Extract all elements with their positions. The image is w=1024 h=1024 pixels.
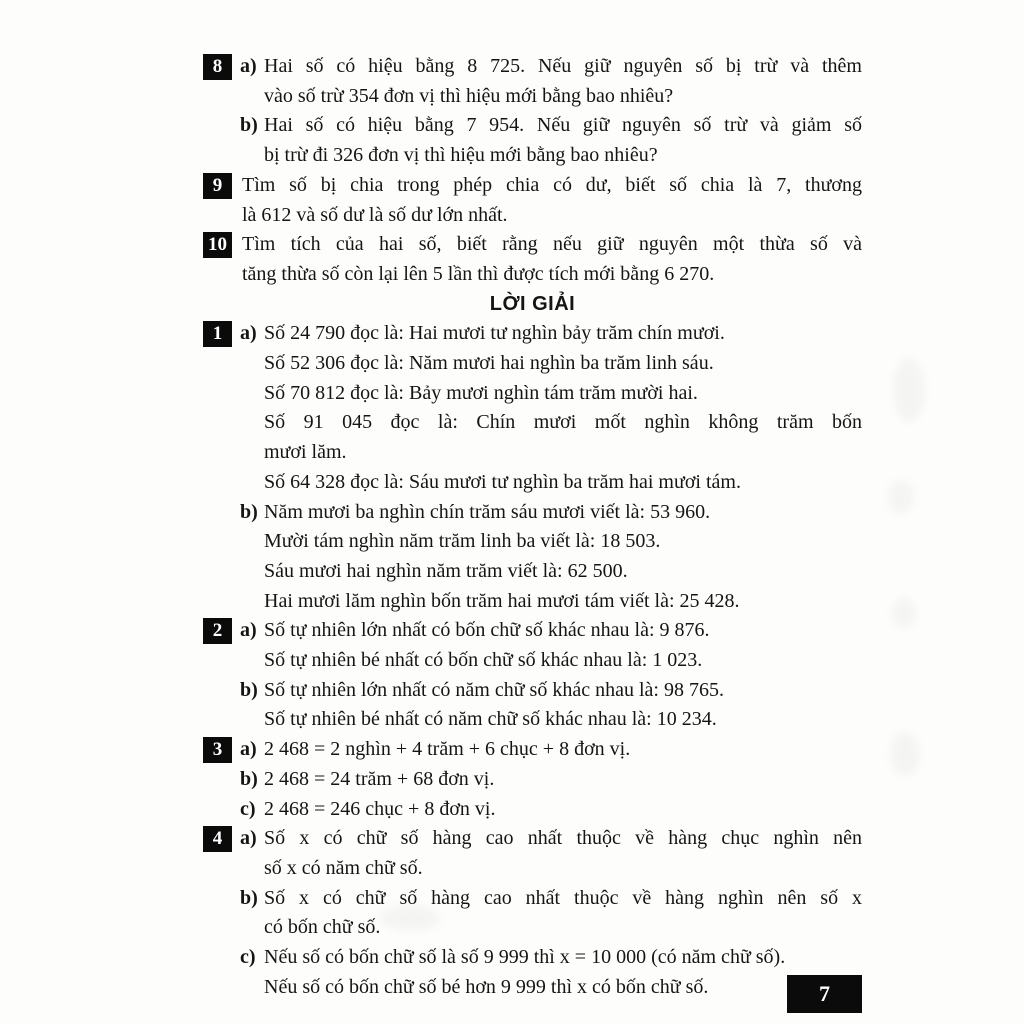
text-line: Sáu mươi hai nghìn năm trăm viết là: 62 500.	[264, 559, 628, 582]
exercise-number-badge: 1	[203, 321, 232, 347]
exercise	[203, 319, 862, 616]
part-content	[264, 111, 862, 170]
exercise-part	[240, 616, 862, 675]
part-label: b)	[240, 678, 258, 701]
exercise-part	[240, 498, 862, 617]
text-line: 2 468 = 246 chục + 8 đơn vị.	[264, 797, 496, 820]
text-line: Hai số có hiệu bằng 8 725. Nếu giữ nguyên số bị trừ và thêm	[264, 55, 862, 77]
text-line: 2 468 = 2 nghìn + 4 trăm + 6 chục + 8 đơn vị.	[264, 738, 631, 761]
text-line: Nếu số có bốn chữ số là số 9 999 thì x = 10 000 (có năm chữ số).	[264, 946, 786, 969]
exercise-part	[240, 884, 862, 943]
part-content	[264, 884, 862, 943]
exercise-part	[240, 230, 862, 289]
exercise	[203, 230, 862, 289]
text-line: Số tự nhiên bé nhất có bốn chữ số khác nhau là: 1 023.	[264, 649, 703, 672]
part-content	[264, 824, 862, 883]
exercise-body	[240, 616, 862, 735]
part-content	[242, 230, 862, 289]
exercise-number-badge: 10	[203, 232, 232, 258]
exercise-part	[240, 735, 862, 765]
part-content	[264, 498, 862, 617]
text-line: Số 52 306 đọc là: Năm mươi hai nghìn ba trăm linh sáu.	[264, 352, 714, 375]
text-line: Nếu số có bốn chữ số bé hơn 9 999 thì x có bốn chữ số.	[264, 975, 709, 998]
exercise-number-badge: 2	[203, 618, 232, 644]
text-line: Số 24 790 đọc là: Hai mươi tư nghìn bảy trăm chín mươi.	[264, 322, 725, 345]
scan-artifact	[888, 480, 914, 514]
text-line: Hai mươi lăm nghìn bốn trăm hai mươi tám viết là: 25 428.	[264, 589, 740, 612]
part-content	[264, 765, 862, 795]
exercise-number-badge: 3	[203, 737, 232, 763]
part-content	[264, 943, 862, 1002]
exercise-body	[240, 735, 862, 824]
text-line: Số x có chữ số hàng cao nhất thuộc về hàng chục nghìn nên	[264, 827, 862, 850]
text-line: 2 468 = 24 trăm + 68 đơn vị.	[264, 767, 495, 790]
text-line: số x có năm chữ số.	[264, 856, 423, 879]
exercise-body	[240, 319, 862, 616]
text-line: bị trừ đi 326 đơn vị thì hiệu mới bằng bao nhiêu?	[264, 144, 658, 167]
text-line: có bốn chữ số.	[264, 916, 381, 939]
part-label: a)	[240, 738, 257, 761]
part-content	[242, 171, 862, 230]
exercise-part	[240, 795, 862, 825]
text-line: Số 64 328 đọc là: Sáu mươi tư nghìn ba trăm hai mươi tám.	[264, 470, 741, 493]
solutions-section	[203, 319, 862, 1002]
text-line: tăng thừa số còn lại lên 5 lần thì được tích mới bằng 6 270.	[242, 262, 715, 285]
text-line: Số 91 045 đọc là: Chín mươi mốt nghìn không trăm bốn	[264, 411, 862, 434]
exercise-number-badge: 8	[203, 54, 232, 80]
part-label: b)	[240, 767, 258, 790]
part-content	[264, 319, 862, 497]
exercise	[203, 824, 862, 1002]
text-line: Năm mươi ba nghìn chín trăm sáu mươi viết là: 53 960.	[264, 500, 711, 523]
exercise-body	[240, 230, 862, 289]
exercise-part	[240, 111, 862, 170]
exercise-part	[240, 171, 862, 230]
exercise-number-badge: 4	[203, 826, 232, 852]
exercise	[203, 171, 862, 230]
text-line: Số x có chữ số hàng cao nhất thuộc về hàng nghìn nên số x	[264, 886, 862, 909]
exercise	[203, 735, 862, 824]
scan-artifact	[893, 358, 925, 422]
exercise-part	[240, 943, 862, 1002]
exercise-part	[240, 765, 862, 795]
text-line: Tìm tích của hai số, biết rằng nếu giữ nguyên một thừa số và	[242, 233, 862, 256]
part-content	[264, 676, 862, 735]
part-label: c)	[240, 946, 256, 969]
part-label: b)	[240, 886, 258, 909]
exercise-body	[240, 824, 862, 1002]
exercise	[203, 616, 862, 735]
exercise-body	[240, 171, 862, 230]
page-content-column	[203, 52, 862, 1003]
exercise-part	[240, 52, 862, 111]
part-content	[264, 735, 862, 765]
text-line: mươi lăm.	[264, 441, 347, 464]
scan-artifact	[890, 732, 920, 776]
part-label: a)	[240, 322, 257, 345]
exercise-number-badge: 9	[203, 173, 232, 199]
text-line: Mười tám nghìn năm trăm linh ba viết là: 18 503.	[264, 530, 661, 553]
part-content	[264, 616, 862, 675]
part-label: b)	[240, 500, 258, 523]
part-label: a)	[240, 619, 257, 642]
problems-section	[203, 52, 862, 290]
text-line: là 612 và số dư là số dư lớn nhất.	[242, 203, 508, 226]
part-label: a)	[240, 55, 257, 77]
text-line: Số tự nhiên lớn nhất có năm chữ số khác nhau là: 98 765.	[264, 678, 724, 701]
text-line: Hai số có hiệu bằng 7 954. Nếu giữ nguyên số trừ và giảm số	[264, 114, 862, 137]
text-line: Số tự nhiên bé nhất có năm chữ số khác nhau là: 10 234.	[264, 708, 717, 731]
part-label: b)	[240, 114, 258, 137]
part-content	[264, 52, 862, 111]
page-number-badge	[787, 975, 862, 1013]
text-line: vào số trừ 354 đơn vị thì hiệu mới bằng bao nhiêu?	[264, 84, 674, 107]
part-label: a)	[240, 827, 257, 850]
text-line: Số 70 812 đọc là: Bảy mươi nghìn tám trăm mười hai.	[264, 381, 698, 404]
exercise	[203, 52, 862, 171]
exercise-body	[240, 52, 862, 171]
text-line: Tìm số bị chia trong phép chia có dư, biết số chia là 7, thương	[242, 173, 862, 196]
page-number: 7	[819, 981, 830, 1006]
exercise-part	[240, 676, 862, 735]
text-line: Số tự nhiên lớn nhất có bốn chữ số khác nhau là: 9 876.	[264, 619, 710, 642]
exercise-part	[240, 824, 862, 883]
part-content	[264, 795, 862, 825]
part-label: c)	[240, 797, 256, 820]
scan-artifact	[892, 598, 916, 628]
solutions-heading: LỜI GIẢI	[489, 292, 576, 315]
exercise-part	[240, 319, 862, 497]
